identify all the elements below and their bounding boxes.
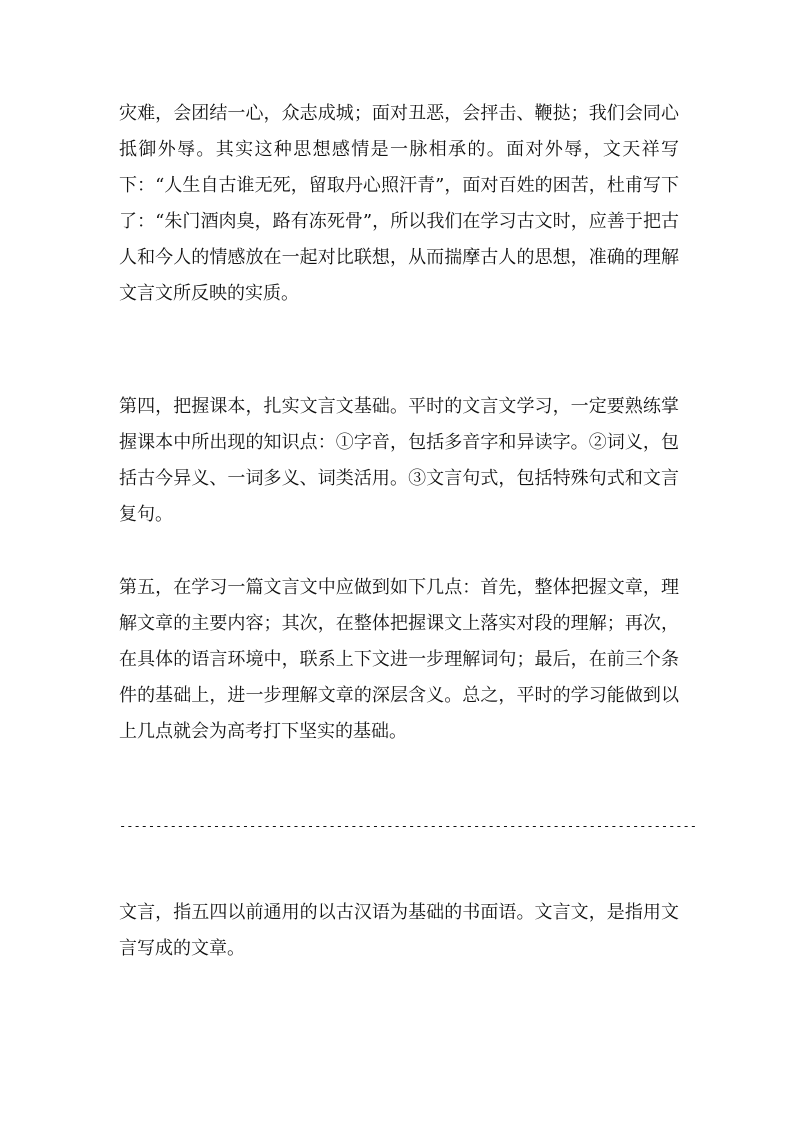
paragraph-wenyan-definition: 文言，指五四以前通用的以古汉语为基础的书面语。文言文，是指用文言写成的文章。 xyxy=(119,902,679,959)
paragraph-thoughts-feelings: 灾难，会团结一心，众志成城；面对丑恶，会抨击、鞭挞；我们会同心抵御外辱。其实这种思想感情是一脉相承的。面对外辱，文天祥写下：“人生自古谁无死，留取丹心照汗青”，面对百姓的困苦，杜甫写下了：“朱门酒肉臭，路有冻死骨”，所以我们在学习古文时，应善于把古人和今人的情感放在一起对比联想，从而揣摩古人的思想，准确的理解文言文所反映的实质。 xyxy=(119,103,679,304)
dashed-divider: -------------------------------------------------------------------------------- xyxy=(119,819,697,833)
paragraph-fourth-point: 第四，把握课本，扎实文言文基础。平时的文言文学习，一定要熟练掌握课本中所出现的知识点：①字音，包括多音字和异读字。②词义，包括古今异义、一词多义、词类活用。③文言句式，包括特殊句式和文言复句。 xyxy=(119,396,679,525)
paragraph-fifth-point: 第五，在学习一篇文言文中应做到如下几点：首先，整体把握文章，理解文章的主要内容；其次，在整体把握课文上落实对段的理解；再次，在具体的语言环境中，联系上下文进一步理解词句；最后，在前三个条件的基础上，进一步理解文章的深层含义。总之，平时的学习能做到以上几点就会为高考打下坚实的基础。 xyxy=(119,577,679,742)
